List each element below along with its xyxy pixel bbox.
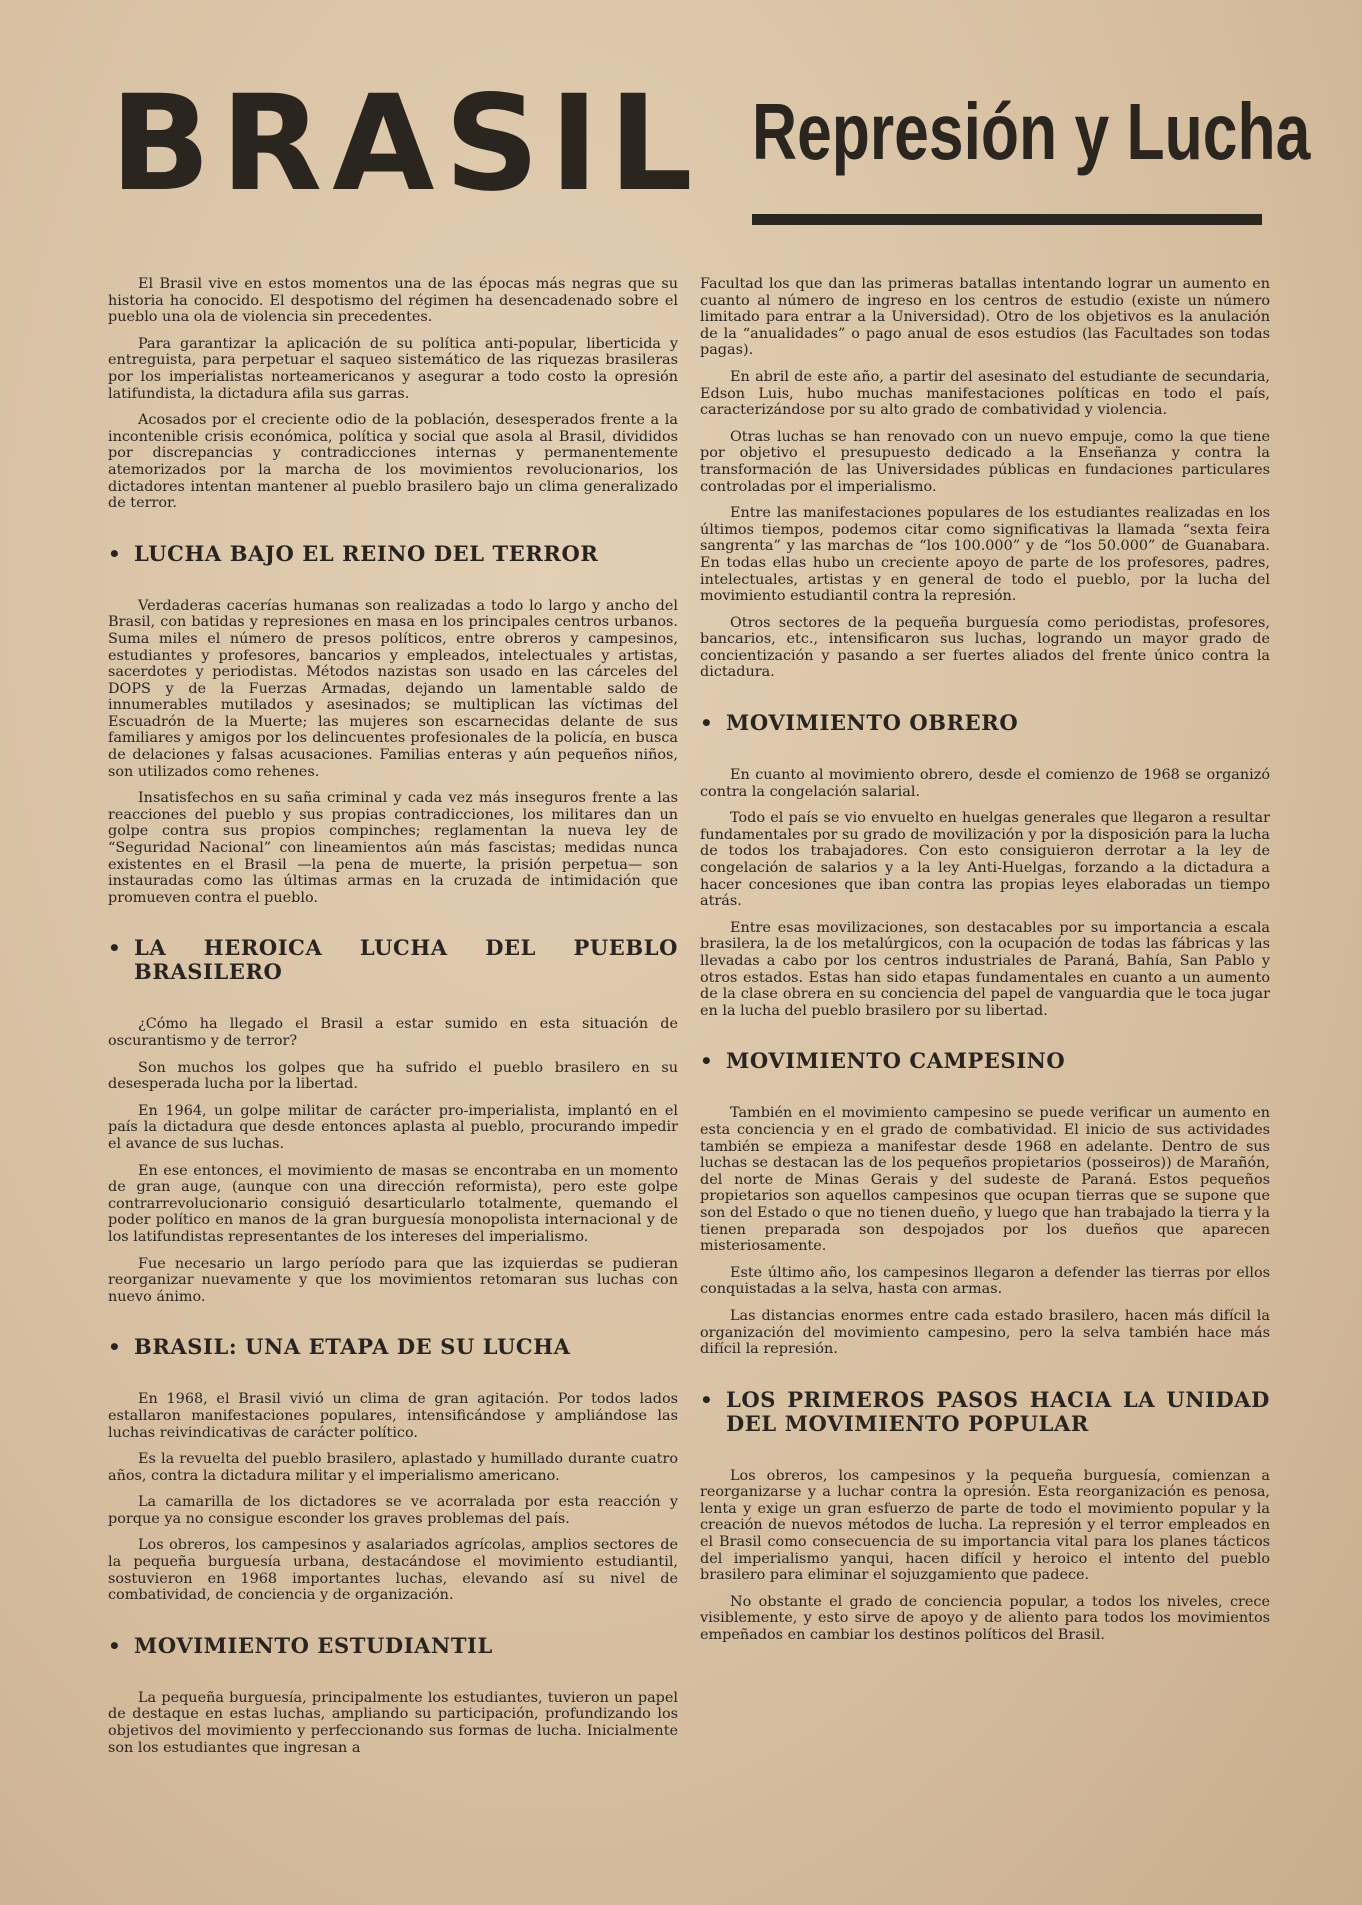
- paragraph: Las distancias enormes entre cada estado brasilero, hacen más difícil la organización del movimiento campesino, pero la selva también hace más difícil la represión.: [700, 1307, 1270, 1358]
- paragraph: Acosados por el creciente odio de la población, desesperados frente a la incontenible crisis económica, política y social que asola al Brasil, divididos por discrepancias y contradicciones internas y permanentemente atemorizados por la marcha de los movimientos revolucionarios, los dictadores intentan mantener al pueblo brasilero bajo un clima generalizado de terror.: [108, 412, 678, 512]
- left-column: [108, 276, 678, 1766]
- masthead-rule: [752, 214, 1262, 225]
- paragraph: ¿Cómo ha llegado el Brasil a estar sumido en esta situación de oscurantismo y de terror?: [108, 1016, 678, 1049]
- bullet-icon: •: [108, 1335, 122, 1360]
- paragraph: Todo el país se vio envuelto en huelgas generales que llegaron a resultar fundamentales por su grado de movilización y por la disposición para la lucha de todos los trabajadores. Con esto consiguieron derrotar a la ley de congelación de salarios y a la ley Anti-Huelgas, forzando a la dictadura a hacer concesiones que iban contra las propias leyes elaboradas un tiempo atrás.: [700, 810, 1270, 910]
- paragraph: Otras luchas se han renovado con un nuevo empuje, como la que tiene por objetivo el presupuesto dedicado a la Enseñanza y contra la transformación de las Universidades públicas en fundaciones particulares controladas por el imperialismo.: [700, 428, 1270, 495]
- bullet-icon: •: [108, 936, 122, 961]
- section-heading-text: LUCHA BAJO EL REINO DEL TERROR: [134, 540, 599, 566]
- paragraph: También en el movimiento campesino se puede verificar un aumento en esta conciencia y en el grado de combatividad. El inicio de sus actividades también se empieza a manifestar desde 1968 en adelante. Dentro de sus luchas se destacan las de los pequeños propietarios (posseiros)) de Marañón, del norte de Minas Gerais y del sudeste de Paraná. Estos pequeños propietarios son aquellos campesinos que ocupan tierras que se supone que son del Estado o que no tienen dueño, y luego que han trabajado la tierra y la tienen preparada son despojados por los dueños que aparecen misteriosamente.: [700, 1105, 1270, 1255]
- paragraph: En cuanto al movimiento obrero, desde el comienzo de 1968 se organizó contra la congelación salarial.: [700, 767, 1270, 800]
- paragraph: La camarilla de los dictadores se ve acorralada por esta reacción y porque ya no consigue esconder los graves problemas del país.: [108, 1494, 678, 1527]
- section-heading: [108, 542, 678, 566]
- paragraph: Los obreros, los campesinos y asalariados agrícolas, amplios sectores de la pequeña burguesía urbana, destacándose el movimiento estudiantil, sostuvieron en 1968 importantes luchas, elevando así su nivel de combatividad, de conciencia y de organización.: [108, 1537, 678, 1604]
- paragraph: El Brasil vive en estos momentos una de las épocas más negras que su historia ha conocido. El despotismo del régimen ha desencadenado sobre el pueblo una ola de violencia sin precedentes.: [108, 276, 678, 326]
- bullet-icon: •: [108, 541, 122, 566]
- paragraph: Insatisfechos en su saña criminal y cada vez más inseguros frente a las reacciones del pueblo y sus propias contradicciones, los militares dan un golpe contra sus propios compinches; reglamentan la nueva ley de “Seguridad Nacional” con lineamientos aún más fascistas; medidas nunca existentes en el Brasil —la pena de muerte, la prisión perpetua— son instauradas como las últimas armas en la cruzada de intimidación que promueven contra el pueblo.: [108, 790, 678, 906]
- section-heading-text: LA HEROICA LUCHA DEL PUEBLO BRASILERO: [134, 935, 678, 985]
- paragraph: Fue necesario un largo período para que las izquierdas se pudieran reorganizar nuevamente y que los movimientos retomaran sus luchas con nuevo ánimo.: [108, 1255, 678, 1305]
- bullet-icon: •: [700, 1387, 714, 1412]
- paragraph: Verdaderas cacerías humanas son realizadas a todo lo largo y ancho del Brasil, con batidas y represiones en masa en los principales centros urbanos. Suma miles el número de presos políticos, entre obreros y campesinos, estudiantes y profesores, bancarios y empleados, intelectuales y artistas, sacerdotes y periodistas. Métodos nazistas son usado en las cárceles del DOPS y de la Fuerzas Armadas, dejando un lamentable saldo de innumerables mutilados y asesinados; se multiplican las víctimas del Escuadrón de la Muerte; las mujeres son escarnecidas delante de sus familiares y amigos por los delincuentes profesionales de la policía, en busca de delaciones y falsas acusaciones. Familias enteras y aún pequeños niños, son utilizados como rehenes.: [108, 597, 678, 780]
- section-heading-text: MOVIMIENTO CAMPESINO: [726, 1048, 1066, 1074]
- section-heading: [700, 1049, 1270, 1073]
- section-heading-text: BRASIL: UNA ETAPA DE SU LUCHA: [134, 1334, 571, 1360]
- section-heading-text: MOVIMIENTO OBRERO: [726, 710, 1019, 736]
- paragraph: Es la revuelta del pueblo brasilero, aplastado y humillado durante cuatro años, contra la dictadura militar y el imperialismo americano.: [108, 1451, 678, 1484]
- paragraph: En abril de este año, a partir del asesinato del estudiante de secundaria, Edson Luis, hubo muchas manifestaciones políticas en todo el país, caracterizándose por su alto grado de combatividad y violencia.: [700, 368, 1270, 419]
- paragraph: Entre esas movilizaciones, son destacables por su importancia a escala brasilera, la de los metalúrgicos, con la ocupación de todas las fábricas y las llevadas a cabo por los centros industriales de Paraná, Bahía, San Pablo y otros estados. Estas han sido etapas fundamentales en cuanto a un aumento de la clase obrera en su conciencia del papel de vanguardia que le toca jugar en la lucha del pueblo brasilero por su libertad.: [700, 919, 1270, 1019]
- masthead-title: BRASIL: [110, 67, 703, 221]
- paragraph: Son muchos los golpes que ha sufrido el pueblo brasilero en su desesperada lucha por la libertad.: [108, 1059, 678, 1093]
- bullet-icon: •: [108, 1633, 122, 1658]
- section-heading-text: MOVIMIENTO ESTUDIANTIL: [134, 1632, 493, 1658]
- masthead-subtitle: Represión y Lucha: [752, 87, 1311, 176]
- paragraph: Para garantizar la aplicación de su política anti-popular, liberticida y entreguista, para perpetuar el saqueo sistemático de las riquezas brasileras por los imperialistas norteamericanos y asegurar a todo costo la opresión latifundista, la dictadura afila sus garras.: [108, 335, 678, 402]
- right-column: [700, 276, 1270, 1654]
- bullet-icon: •: [700, 711, 714, 736]
- section-heading: [108, 1634, 678, 1658]
- paragraph: En ese entonces, el movimiento de masas se encontraba en un momento de gran auge, (aunque con una dirección reformista), pero este golpe contrarrevolucionario consiguió desarticularlo totalmente, quemando el poder político en manos de la gran burguesía monopolista internacional y de los latifundistas representantes de los intereses del imperialismo.: [108, 1162, 678, 1245]
- paragraph: Este último año, los campesinos llegaron a defender las tierras por ellos conquistadas a la selva, hasta con armas.: [700, 1264, 1270, 1298]
- paragraph: En 1964, un golpe militar de carácter pro-imperialista, implantó en el país la dictadura que desde entonces aplasta al pueblo, procurando impedir el avance de sus luchas.: [108, 1102, 678, 1152]
- section-heading: [700, 711, 1270, 735]
- section-heading: [108, 936, 678, 984]
- paragraph: Facultad los que dan las primeras batallas intentando lograr un aumento en cuanto al número de ingreso en los centros de estudio (existe un número limitado para entrar a la Universidad). Otro de los objetivos es la anulación de la “anualidades” o pago anual de esos estudios (las Facultades son todas pagas).: [700, 276, 1270, 359]
- paragraph: Otros sectores de la pequeña burguesía como periodistas, profesores, bancarios, etc., intensificaron sus luchas, logrando un mayor grado de concientización y pasando a ser fuertes aliados del frente único contra la dictadura.: [700, 614, 1270, 681]
- paragraph: Entre las manifestaciones populares de los estudiantes realizadas en los últimos tiempos, podemos citar como significativas la llamada “sexta feira sangrenta” y las marchas de “los 100.000” y de “los 50.000” de Guanabara. En todas ellas hubo un creciente apoyo de parte de los profesores, padres, intelectuales, artistas y en general de todo el pueblo, por la lucha del movimiento estudiantil contra la represión.: [700, 505, 1270, 605]
- paragraph: No obstante el grado de conciencia popular, a todos los niveles, crece visiblemente, y esto sirve de apoyo y de aliento para todos los movimientos empeñados en cambiar los destinos políticos del Brasil.: [700, 1593, 1270, 1644]
- paragraph: La pequeña burguesía, principalmente los estudiantes, tuvieron un papel de destaque en estas luchas, ampliando su participación, profundizando los objetivos del movimiento y perfeccionando sus formas de lucha. Inicialmente son los estudiantes que ingresan a: [108, 1689, 678, 1756]
- paragraph: Los obreros, los campesinos y la pequeña burguesía, comienzan a reorganizarse y a luchar contra la opresión. Esta reorganización es penosa, lenta y exige un gran esfuerzo de parte de todo el movimiento popular y la creación de nuevos métodos de lucha. La represión y el terror empleados en el Brasil como consecuencia de su importancia vital para los planes tácticos del imperialismo yanqui, hacen difícil y heroico el intento del pueblo brasilero para eliminar el sojuzgamiento que padece.: [700, 1467, 1270, 1584]
- section-heading: [700, 1388, 1270, 1436]
- bullet-icon: •: [700, 1049, 714, 1074]
- section-heading: [108, 1335, 678, 1359]
- section-heading-text: LOS PRIMEROS PASOS HACIA LA UNIDAD DEL MOVIMIENTO POPULAR: [726, 1386, 1270, 1436]
- paragraph: En 1968, el Brasil vivió un clima de gran agitación. Por todos lados estallaron manifestaciones populares, intensificándose y ampliándose las luchas reivindicativas de carácter político.: [108, 1391, 678, 1441]
